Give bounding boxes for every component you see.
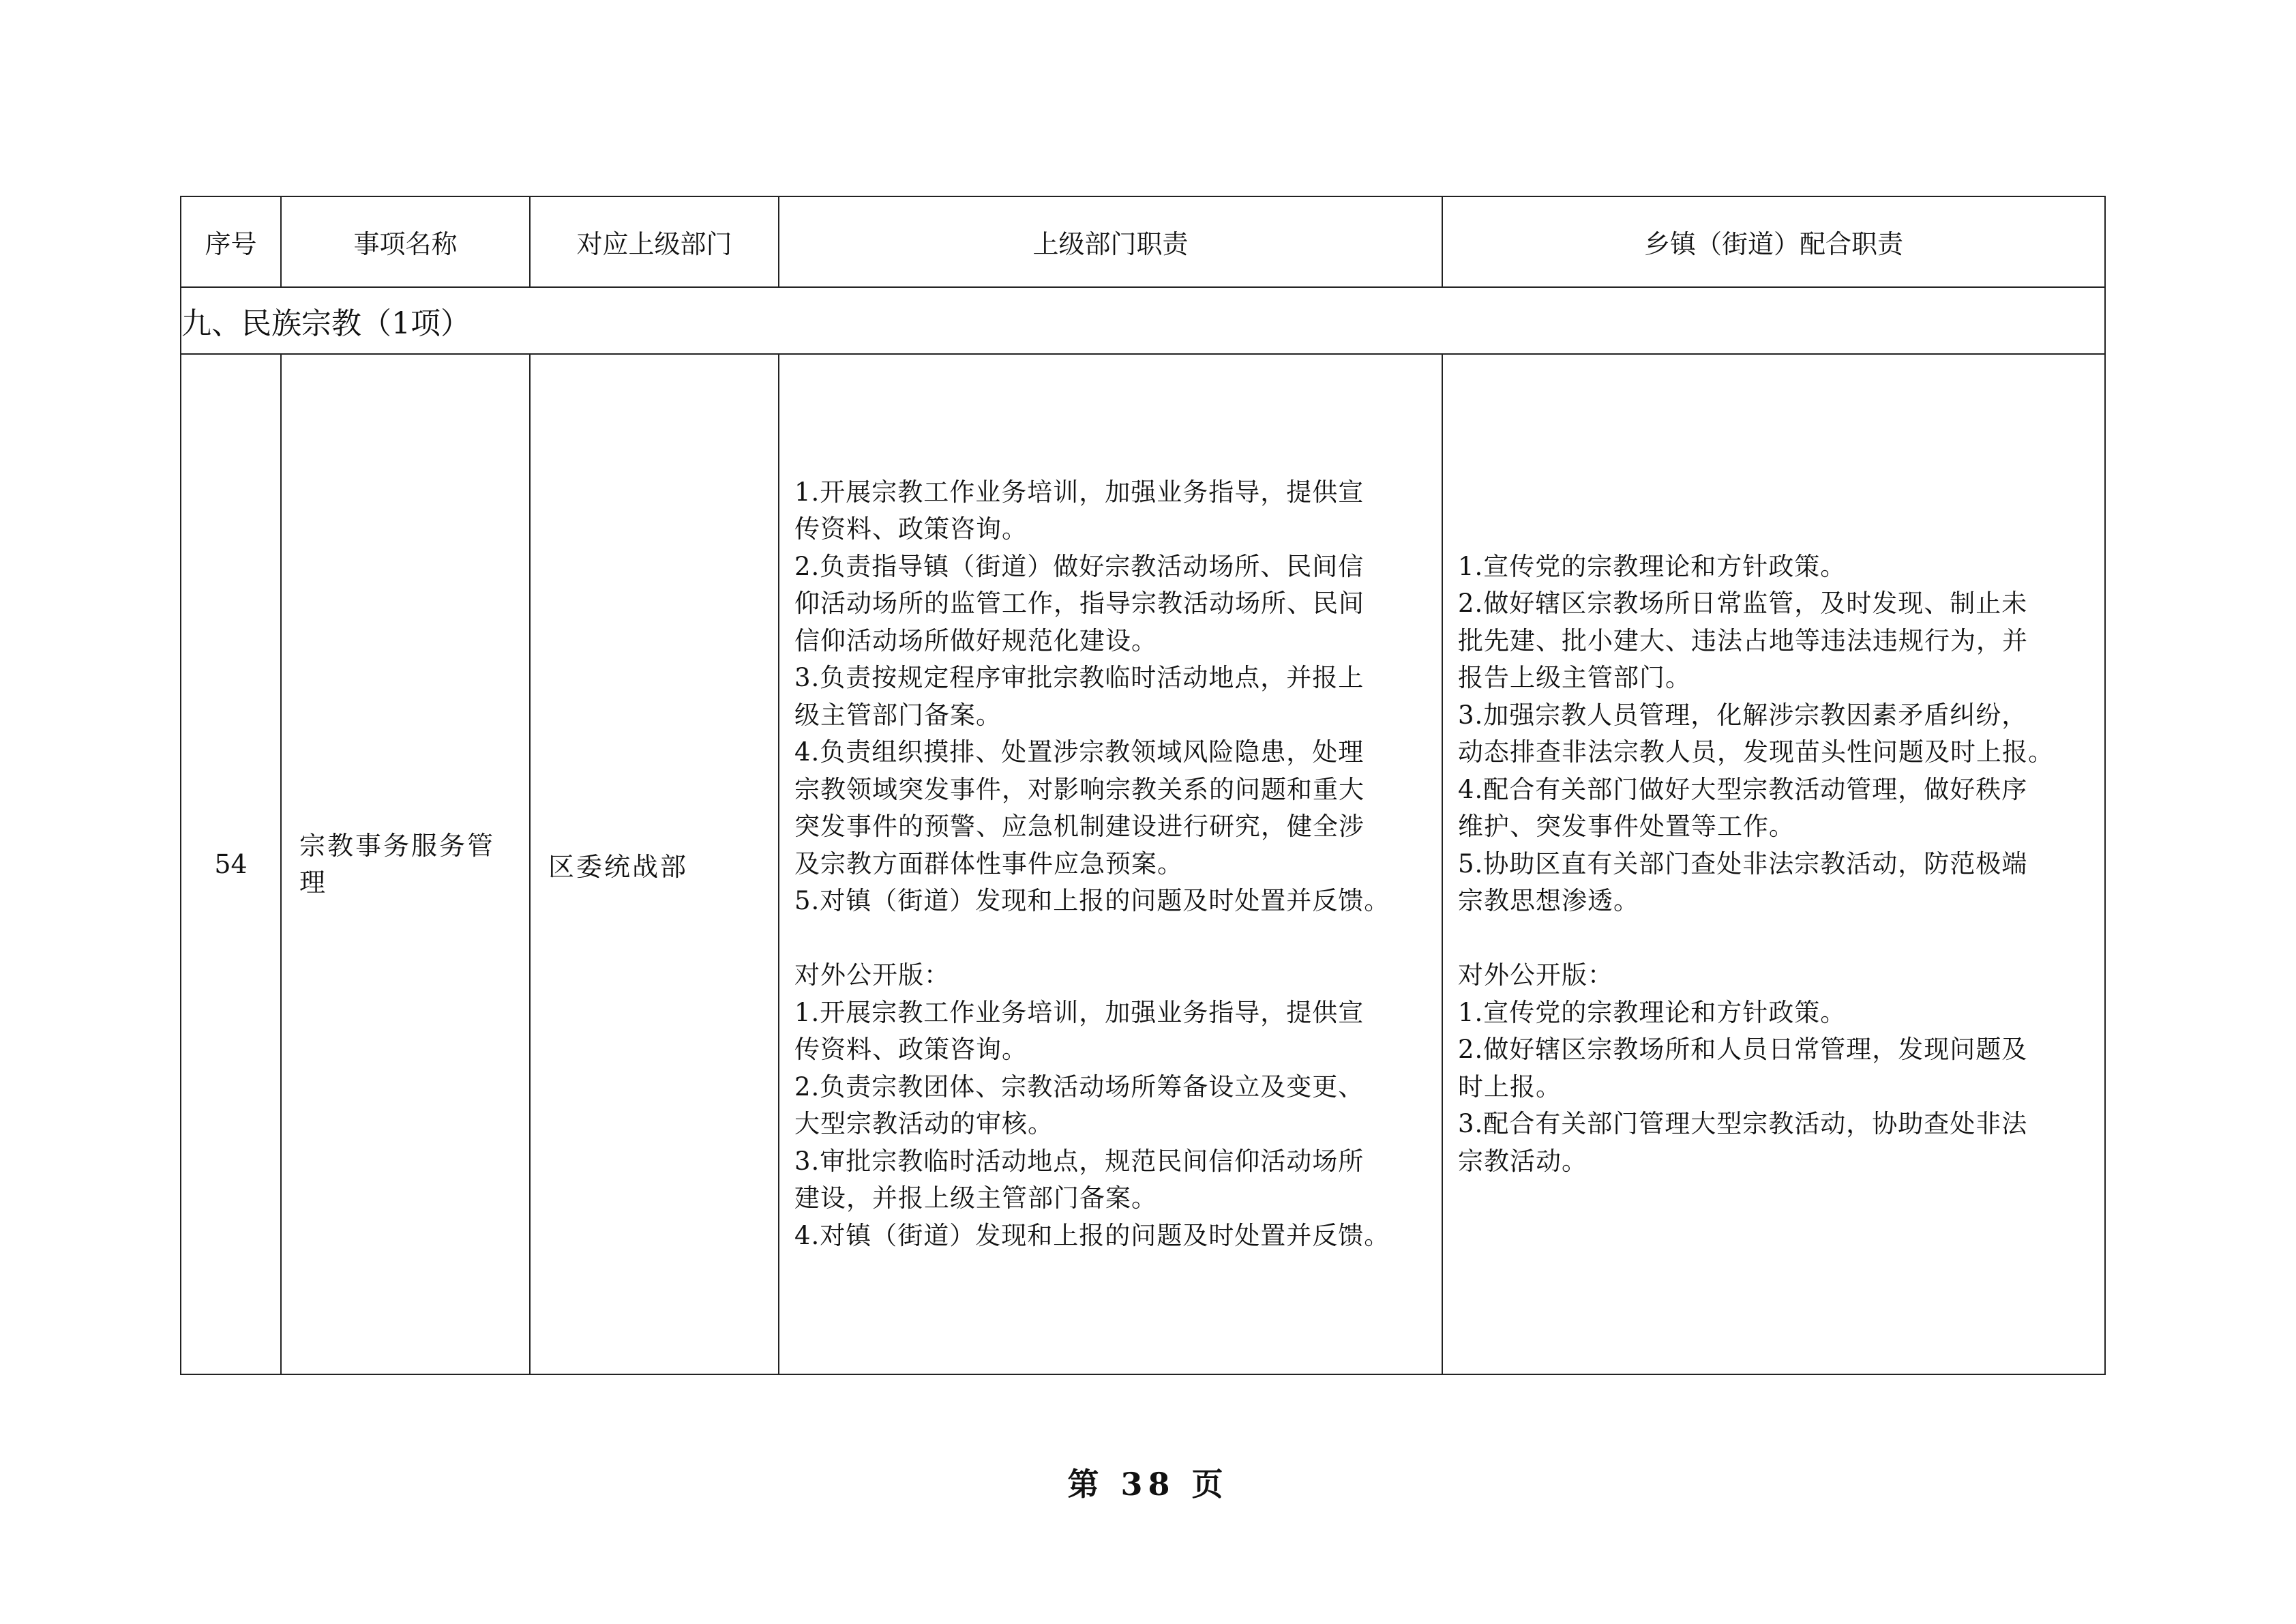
duty-line: 宗教活动。 [1458,1146,1587,1176]
row-number: 54 [181,354,281,1374]
duty-line: 4.对镇（街道）发现和上报的问题及时处置并反馈。 [794,1220,1390,1250]
duty-line: 3.加强宗教人员管理，化解涉宗教因素矛盾纠纷， [1458,700,2028,730]
duty-line: 及宗教方面群体性事件应急预案。 [794,848,1183,879]
duty-line: 建设，并报上级主管部门备案。 [794,1183,1157,1213]
duty-line: 对外公开版： [1458,960,1613,990]
table-row [181,354,2105,1374]
blank-line [1458,920,2095,958]
duty-line: 3.审批宗教临时活动地点，规范民间信仰活动场所 [794,1146,1365,1176]
duty-line: 3.配合有关部门管理大型宗教活动，协助查处非法 [1458,1109,2028,1139]
item-name: 宗教事务服务管理 [281,354,530,1374]
duty-line: 维护、突发事件处置等工作。 [1458,812,1795,842]
duty-line: 2.负责指导镇（街道）做好宗教活动场所、民间信 [794,551,1365,581]
duty-line: 仰活动场所的监管工作，指导宗教活动场所、民间 [794,589,1365,619]
duty-line: 传资料、政策咨询。 [794,1035,1028,1065]
header-item-name: 事项名称 [281,196,530,287]
header-upper-duties: 上级部门职责 [779,196,1442,287]
duty-line: 4.配合有关部门做好大型宗教活动管理，做好秩序 [1458,774,2028,804]
duty-line: 宗教领域突发事件，对影响宗教关系的问题和重大 [794,774,1365,804]
section-title: 九、民族宗教（1项） [181,287,2105,354]
duty-line: 传资料、政策咨询。 [794,514,1028,544]
duty-line: 1.开展宗教工作业务培训，加强业务指导，提供宣 [794,997,1365,1027]
duty-line: 对外公开版： [794,960,950,990]
duty-line: 2.做好辖区宗教场所日常监管，及时发现、制止未 [1458,589,2028,619]
duty-line: 2.负责宗教团体、宗教活动场所筹备设立及变更、 [794,1072,1365,1102]
duty-table [180,196,2106,1375]
duty-line: 级主管部门备案。 [794,700,1002,730]
upper-duties-list [794,474,1432,1255]
duty-line: 4.负责组织摸排、处置涉宗教领域风险隐患，处理 [794,737,1365,767]
header-upper-dept: 对应上级部门 [530,196,779,287]
table-header-row [181,196,2105,287]
duty-line: 报告上级主管部门。 [1458,663,1691,693]
duty-line: 2.做好辖区宗教场所和人员日常管理，发现问题及 [1458,1035,2028,1065]
duty-line: 5.对镇（街道）发现和上报的问题及时处置并反馈。 [794,886,1390,916]
duty-line: 3.负责按规定程序审批宗教临时活动地点，并报上 [794,663,1365,693]
blank-line [794,920,1432,958]
duty-line: 大型宗教活动的审核。 [794,1109,1054,1139]
duty-line: 1.宣传党的宗教理论和方针政策。 [1458,551,1847,581]
page-number: 第 38 页 [1067,1466,1229,1503]
duty-line: 批先建、批小建大、违法占地等违法违规行为，并 [1458,625,2028,655]
duty-line: 时上报。 [1458,1072,1562,1102]
town-duties-list [1458,548,2095,1181]
duty-line: 1.宣传党的宗教理论和方针政策。 [1458,997,1847,1027]
header-seq: 序号 [181,196,281,287]
section-row [181,287,2105,354]
duty-line: 宗教思想渗透。 [1458,886,1639,916]
upper-duties-cell [779,354,1442,1374]
upper-department: 区委统战部 [530,354,779,1374]
header-town-duties: 乡镇（街道）配合职责 [1442,196,2105,287]
duty-line: 动态排查非法宗教人员，发现苗头性问题及时上报。 [1458,737,2054,767]
duty-line: 1.开展宗教工作业务培训，加强业务指导，提供宣 [794,477,1365,507]
duty-line: 突发事件的预警、应急机制建设进行研究，健全涉 [794,812,1365,842]
duty-line: 信仰活动场所做好规范化建设。 [794,625,1157,655]
town-duties-cell [1442,354,2105,1374]
duty-line: 5.协助区直有关部门查处非法宗教活动，防范极端 [1458,848,2028,879]
